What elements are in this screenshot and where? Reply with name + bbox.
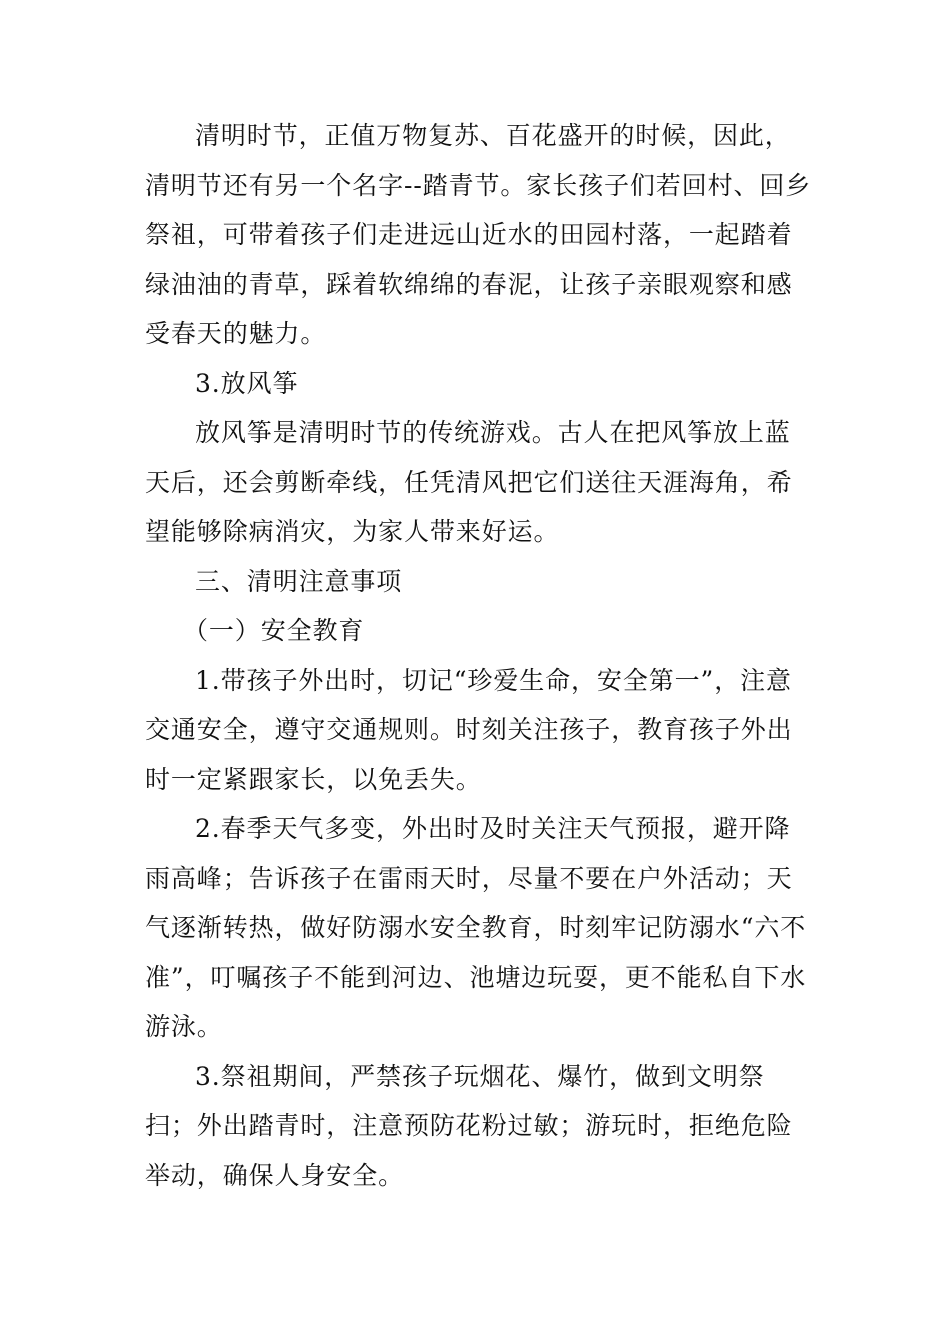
- heading-qingming-notes: 三、清明注意事项: [195, 566, 403, 596]
- document-body: [145, 111, 815, 1200]
- paragraph-tasting-spring: 清明时节，正值万物复苏、百花盛开的时候，因此，清明节还有另一个名字--踏青节。家长孩子们若回村、回乡祭祖，可带着孩子们走进远山近水的田园村落，一起踏着绿油油的青草，踩着软绵绵的春泥，让孩子亲眼观察和感受春天的魅力。: [145, 121, 812, 348]
- paragraph-fly-kite: 放风筝是清明时节的传统游戏。古人在把风筝放上蓝天后，还会剪断牵线，任凭清风把它们送往天涯海角，希望能够除病消灾，为家人带来好运。: [145, 418, 793, 546]
- heading-fly-kite: 3.放风筝: [195, 368, 299, 398]
- paragraph-safety-3: 3.祭祖期间，严禁孩子玩烟花、爆竹，做到文明祭扫；外出踏青时，注意预防花粉过敏；游玩时，拒绝危险举动，确保人身安全。: [145, 1061, 793, 1190]
- paragraph-safety-2: 2.春季天气多变，外出时及时关注天气预报，避开降雨高峰；告诉孩子在雷雨天时，尽量不要在户外活动；天气逐渐转热，做好防溺水安全教育，时刻牢记防溺水“六不准”，叮嘱孩子不能到河边、池塘边玩耍，更不能私自下水游泳。: [145, 814, 807, 1041]
- paragraph-safety-1: 1.带孩子外出时，切记“珍爱生命，安全第一”，注意交通安全，遵守交通规则。时刻关注孩子，教育孩子外出时一定紧跟家长，以免丢失。: [145, 665, 793, 794]
- heading-safety-education: （一）安全教育: [183, 616, 365, 645]
